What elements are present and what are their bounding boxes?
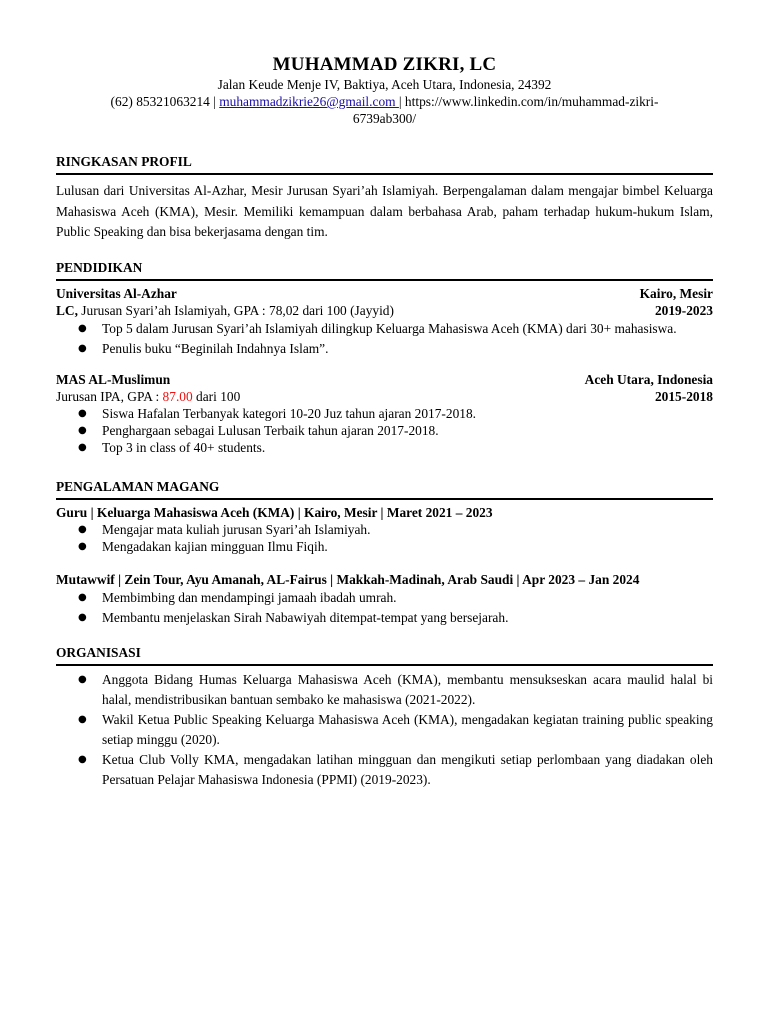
section-title-organization: ORGANISASI <box>56 644 141 660</box>
gpa-value: 87.00 <box>162 388 193 404</box>
degree-detail: Jurusan IPA, GPA : <box>56 388 163 404</box>
education-header-row <box>56 285 713 302</box>
education-years: 2019-2023 <box>654 302 713 318</box>
school-location: Kairo, Mesir <box>639 285 713 301</box>
list-item: ● Membimbing dan mendampingi jamaah ibadah umrah. <box>56 588 713 608</box>
education-degree-row <box>56 388 713 405</box>
experience-heading: Mutawwif | Zein Tour, Ayu Amanah, AL-Fairus | Makkah-Madinah, Arab Saudi | Apr 2023 – Jan 2024 <box>56 571 640 587</box>
list-item: ● Siswa Hafalan Terbanyak kategori 10-20 Juz tahun ajaran 2017-2018. <box>56 405 713 422</box>
candidate-name: MUHAMMAD ZIKRI, LC <box>272 54 497 75</box>
list-item: ● Ketua Club Volly KMA, mengadakan latihan mingguan dan mengikuti setiap perlombaan yang diadakan oleh Persatuan Pelajar Mahasiswa Indonesia (PPMI) (2019-2023). <box>56 750 713 790</box>
school-name: MAS AL-Muslimun <box>56 371 171 387</box>
education-years: 2015-2018 <box>654 388 713 404</box>
list-item: ● Membantu menjelaskan Sirah Nabawiyah ditempat-tempat yang bersejarah. <box>56 608 713 628</box>
contact-line <box>56 93 713 110</box>
list-item: ● Mengajar mata kuliah jurusan Syari’ah Islamiyah. <box>56 521 713 538</box>
contact-block <box>56 76 713 127</box>
section-title-profile: RINGKASAN PROFIL <box>56 154 192 169</box>
list-item: ● Penghargaan sebagai Lulusan Terbaik tahun ajaran 2017-2018. <box>56 422 713 439</box>
education-header-row <box>56 371 713 388</box>
achievement-list <box>56 319 713 359</box>
experience-entry <box>56 571 713 628</box>
list-item: ● Penulis buku “Beginilah Indahnya Islam”. <box>56 339 713 359</box>
section-title-education: PENDIDIKAN <box>56 259 143 275</box>
organization-list <box>56 670 713 790</box>
degree <box>56 302 394 319</box>
address: Jalan Keude Menje IV, Baktiya, Aceh Utara, Indonesia, 24392 <box>217 77 552 92</box>
degree-detail-suffix: dari 100 <box>192 388 241 404</box>
phone: (62) 85321063214 | <box>110 94 220 109</box>
responsibility-list <box>56 521 713 555</box>
degree-detail: Jurusan Syari’ah Islamiyah, GPA : 78,02 dari 100 (Jayyid) <box>77 302 394 318</box>
degree <box>56 388 240 405</box>
education-degree-row <box>56 302 713 319</box>
list-item: ● Mengadakan kajian mingguan Ilmu Fiqih. <box>56 538 713 555</box>
section-divider <box>56 498 713 500</box>
email-link[interactable]: muhammadzikrie26@gmail.com <box>219 94 399 109</box>
section-divider <box>56 279 713 281</box>
school-location: Aceh Utara, Indonesia <box>584 371 713 387</box>
education-entry <box>56 371 713 456</box>
school-name: Universitas Al-Azhar <box>56 285 177 301</box>
achievement-list <box>56 405 713 456</box>
education-entry <box>56 285 713 359</box>
experience-heading: Guru | Keluarga Mahasiswa Aceh (KMA) | Kairo, Mesir | Maret 2021 – 2023 <box>56 504 493 520</box>
section-title-internship: PENGALAMAN MAGANG <box>56 478 220 494</box>
list-item: ● Top 3 in class of 40+ students. <box>56 439 713 456</box>
section-divider <box>56 173 713 175</box>
experience-entry <box>56 504 713 555</box>
linkedin-url: | https://www.linkedin.com/in/muhammad-zikri- <box>398 94 659 109</box>
list-item: ● Top 5 dalam Jurusan Syari’ah Islamiyah dilingkup Keluarga Mahasiswa Aceh (KMA) dari 30+ mahasiswa. <box>56 319 713 339</box>
profile-summary: Lulusan dari Universitas Al-Azhar, Mesir Jurusan Syari’ah Islamiyah. Berpengalaman dalam mengajar bimbel Keluarga Mahasiswa Aceh (KMA), Mesir. Memiliki kemampuan dalam berbahasa Arab, paham terhadap hukum-hukum Islam, Public Speaking dan bisa bekerjasama dengan tim. <box>56 183 713 239</box>
list-item: ● Wakil Ketua Public Speaking Keluarga Mahasiswa Aceh (KMA), mengadakan kegiatan training public speaking setiap minggu (2020). <box>56 710 713 750</box>
section-divider <box>56 664 713 666</box>
list-item: ● Anggota Bidang Humas Keluarga Mahasiswa Aceh (KMA), membantu mensukseskan acara maulid halal bi halal, mendistribusikan bantuan sembako ke mahasiswa (2021-2022). <box>56 670 713 710</box>
resume-document <box>56 54 713 790</box>
responsibility-list <box>56 588 713 628</box>
degree-title: LC, <box>56 302 78 318</box>
linkedin-url-continued: 6739ab300/ <box>352 111 417 126</box>
